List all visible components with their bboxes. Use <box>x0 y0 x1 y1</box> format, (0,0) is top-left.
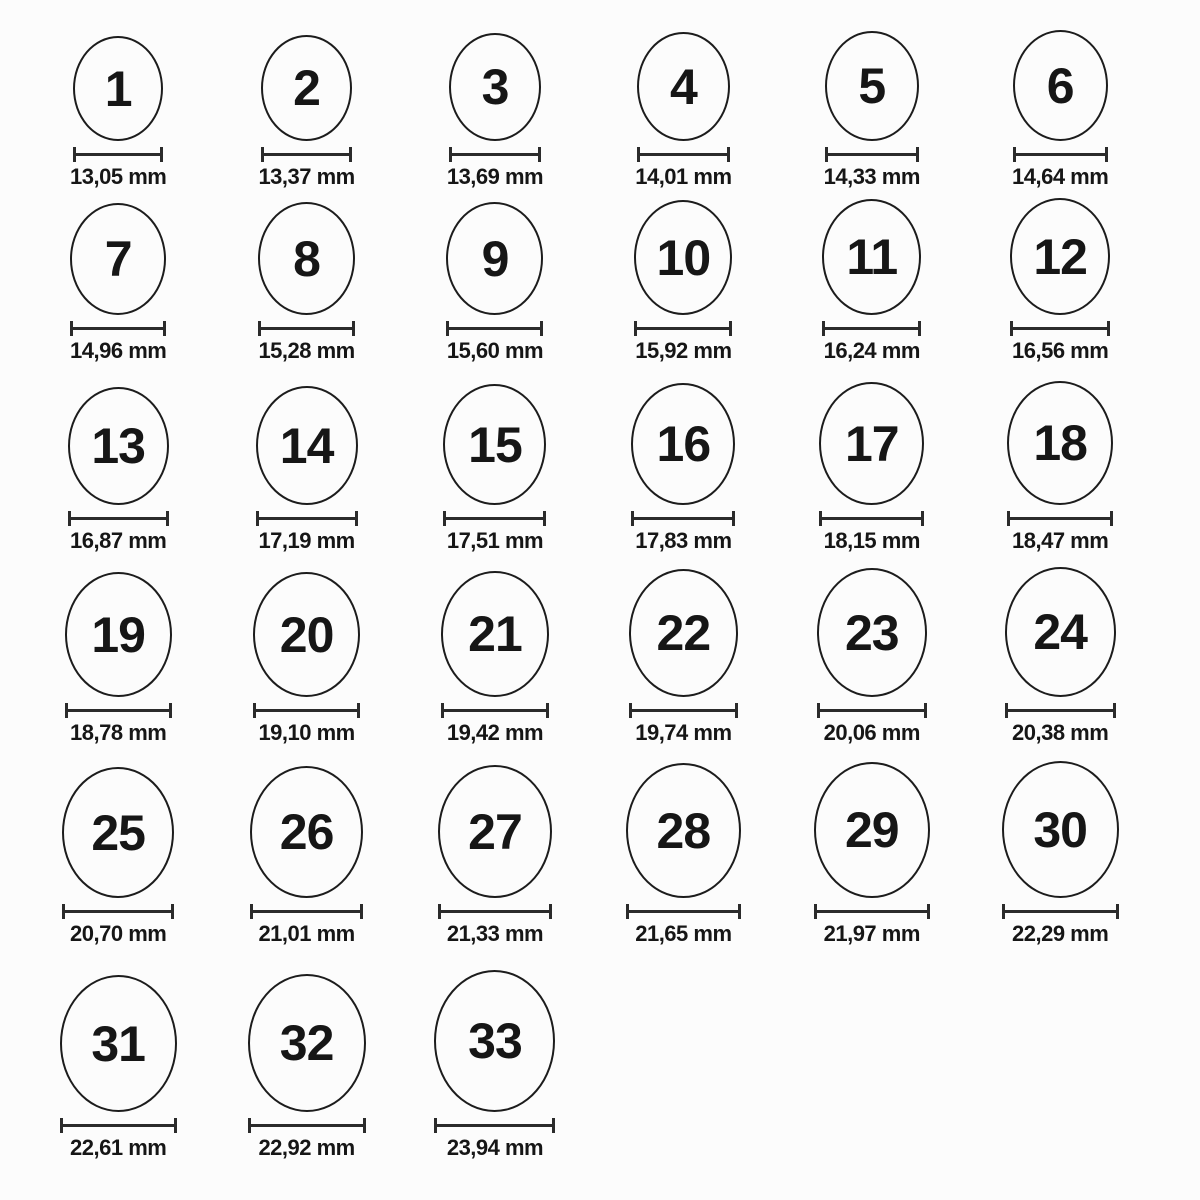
ring-size-number: 33 <box>468 1013 522 1069</box>
diameter-label: 17,51 mm <box>446 528 544 553</box>
measure-bar <box>822 517 921 520</box>
diameter-measure-line <box>634 321 732 336</box>
measure-tick-right <box>546 703 549 718</box>
measure-tick-right <box>160 147 163 162</box>
diameter-measure-line <box>446 321 543 336</box>
ring-circle <box>1002 761 1119 898</box>
ring-size-cell <box>778 568 966 746</box>
measure-bar <box>63 1124 174 1127</box>
diameter-label: 13,69 mm <box>446 164 544 189</box>
diameter-label: 22,61 mm <box>70 1135 167 1160</box>
ring-size-cell <box>401 202 589 364</box>
diameter-measure-line <box>261 147 352 162</box>
measure-tick-right <box>916 147 919 162</box>
chart-row <box>24 554 1200 746</box>
ring-size-cell <box>212 974 400 1161</box>
ring-circle <box>258 202 355 315</box>
diameter-label: 21,65 mm <box>635 921 732 946</box>
ring-size-number: 19 <box>91 606 145 663</box>
diameter-measure-line <box>1010 321 1110 336</box>
ring-size-number: 6 <box>1046 57 1074 114</box>
ring-size-cell <box>401 384 589 554</box>
ring-circle <box>441 571 549 697</box>
diameter-label: 17,83 mm <box>635 528 732 553</box>
ring-size-cell <box>24 767 212 947</box>
diameter-label: 16,87 mm <box>70 528 167 553</box>
measure-tick-right <box>171 904 174 919</box>
ring-circle <box>62 767 174 898</box>
diameter-measure-line <box>631 511 735 526</box>
diameter-measure-line <box>62 904 174 919</box>
diameter-measure-line <box>250 904 363 919</box>
diameter-measure-line <box>258 321 355 336</box>
ring-size-number: 11 <box>846 229 898 285</box>
measure-bar <box>1008 709 1113 712</box>
measure-bar <box>1013 327 1107 330</box>
measure-tick-right <box>921 511 924 526</box>
ring-size-cell <box>401 571 589 746</box>
diameter-label: 19,74 mm <box>635 720 732 745</box>
measure-bar <box>828 153 916 156</box>
ring-size-number: 3 <box>481 59 509 115</box>
ring-size-number: 26 <box>279 804 334 860</box>
ring-size-number: 4 <box>669 58 697 115</box>
measure-tick-right <box>169 703 172 718</box>
diameter-label: 14,64 mm <box>1012 164 1109 189</box>
measure-bar <box>1010 517 1110 520</box>
measure-bar <box>253 910 360 913</box>
measure-tick-right <box>1116 904 1119 919</box>
ring-size-cell <box>24 572 212 746</box>
diameter-measure-line <box>449 147 541 162</box>
ring-size-cell <box>589 763 777 947</box>
diameter-label: 15,28 mm <box>258 338 355 363</box>
measure-tick-right <box>735 703 738 718</box>
measure-bar <box>634 517 732 520</box>
ring-size-cell <box>24 975 212 1161</box>
ring-circle <box>634 200 732 315</box>
diameter-measure-line <box>256 511 358 526</box>
ring-size-cell <box>212 386 400 554</box>
diameter-label: 21,01 mm <box>258 921 355 946</box>
measure-tick-right <box>732 511 735 526</box>
measure-tick-right <box>549 904 552 919</box>
ring-circle <box>825 31 919 141</box>
measure-bar <box>446 517 543 520</box>
measure-tick-right <box>357 703 360 718</box>
ring-circle <box>1013 30 1108 141</box>
measure-bar <box>264 153 349 156</box>
ring-circle <box>434 970 555 1112</box>
ring-circle <box>1005 567 1116 697</box>
diameter-label: 22,29 mm <box>1012 921 1109 946</box>
measure-tick-right <box>174 1118 177 1133</box>
measure-bar <box>251 1124 363 1127</box>
ring-size-number: 12 <box>1033 228 1087 285</box>
diameter-measure-line <box>253 703 360 718</box>
ring-size-number: 22 <box>656 605 711 661</box>
ring-size-cell <box>966 30 1154 190</box>
measure-bar <box>73 327 163 330</box>
chart-row <box>24 364 1200 554</box>
diameter-label: 14,01 mm <box>635 164 732 189</box>
measure-tick-right <box>924 703 927 718</box>
ring-circle <box>70 203 166 315</box>
ring-size-cell <box>401 33 589 190</box>
diameter-label: 14,33 mm <box>823 164 920 189</box>
measure-tick-right <box>352 321 355 336</box>
ring-circle <box>256 386 358 505</box>
measure-tick-right <box>1110 511 1113 526</box>
ring-size-cell <box>778 31 966 190</box>
measure-tick-right <box>1105 147 1108 162</box>
measure-bar <box>632 709 735 712</box>
diameter-measure-line <box>443 511 546 526</box>
ring-size-number: 2 <box>293 60 320 116</box>
diameter-measure-line <box>70 321 166 336</box>
diameter-label: 22,92 mm <box>258 1135 355 1160</box>
ring-size-number: 30 <box>1033 801 1087 858</box>
ring-circle <box>253 572 360 697</box>
diameter-label: 20,70 mm <box>70 921 167 946</box>
measure-tick-right <box>727 147 730 162</box>
ring-size-cell <box>212 35 400 190</box>
diameter-label: 21,97 mm <box>823 921 920 946</box>
measure-tick-right <box>1107 321 1110 336</box>
ring-size-number: 17 <box>844 415 899 472</box>
chart-row <box>24 746 1200 947</box>
diameter-measure-line <box>814 904 930 919</box>
measure-tick-right <box>355 511 358 526</box>
measure-bar <box>71 517 166 520</box>
measure-bar <box>640 153 727 156</box>
ring-size-cell <box>212 766 400 947</box>
diameter-label: 13,05 mm <box>70 164 167 189</box>
ring-circle <box>68 387 169 505</box>
diameter-measure-line <box>438 904 552 919</box>
diameter-label: 19,42 mm <box>446 720 544 745</box>
diameter-label: 13,37 mm <box>258 164 355 189</box>
measure-bar <box>65 910 171 913</box>
ring-circle <box>261 35 352 141</box>
measure-bar <box>449 327 540 330</box>
ring-size-cell <box>24 387 212 554</box>
ring-size-number: 16 <box>656 416 711 472</box>
diameter-measure-line <box>1007 511 1113 526</box>
ring-circle <box>1010 198 1110 315</box>
measure-tick-right <box>729 321 732 336</box>
ring-size-cell <box>966 198 1154 364</box>
diameter-label: 21,33 mm <box>446 921 544 946</box>
diameter-measure-line <box>441 703 549 718</box>
chart-row <box>24 2 1200 190</box>
ring-size-number: 18 <box>1033 415 1087 471</box>
measure-tick-right <box>927 904 930 919</box>
ring-circle <box>637 32 730 141</box>
ring-size-cell <box>24 36 212 190</box>
ring-circle <box>73 36 163 141</box>
diameter-measure-line <box>73 147 163 162</box>
measure-bar <box>637 327 729 330</box>
diameter-measure-line <box>68 511 169 526</box>
ring-size-cell <box>778 199 966 364</box>
ring-size-number: 9 <box>481 230 509 287</box>
measure-tick-right <box>163 321 166 336</box>
measure-bar <box>820 709 924 712</box>
ring-size-number: 24 <box>1033 604 1087 660</box>
chart-row <box>24 947 1200 1161</box>
measure-bar <box>629 910 738 913</box>
measure-bar <box>1016 153 1105 156</box>
ring-size-number: 23 <box>844 604 899 661</box>
diameter-measure-line <box>626 904 741 919</box>
diameter-measure-line <box>60 1118 177 1133</box>
diameter-measure-line <box>248 1118 366 1133</box>
measure-tick-right <box>166 511 169 526</box>
ring-size-number: 15 <box>468 416 522 473</box>
ring-size-number: 27 <box>468 803 522 860</box>
ring-size-number: 21 <box>468 606 522 662</box>
measure-tick-right <box>540 321 543 336</box>
ring-size-cell <box>778 382 966 554</box>
ring-circle <box>631 383 735 505</box>
diameter-measure-line <box>1013 147 1108 162</box>
ring-circle <box>438 765 552 898</box>
ring-size-number: 10 <box>656 229 711 286</box>
measure-bar <box>1005 910 1116 913</box>
diameter-measure-line <box>65 703 172 718</box>
measure-tick-right <box>349 147 352 162</box>
diameter-label: 17,19 mm <box>258 528 355 553</box>
diameter-measure-line <box>819 511 924 526</box>
measure-bar <box>444 709 546 712</box>
ring-circle <box>1007 381 1113 505</box>
ring-circle <box>446 202 543 315</box>
diameter-label: 16,56 mm <box>1012 338 1109 363</box>
diameter-measure-line <box>817 703 927 718</box>
measure-tick-right <box>552 1118 555 1133</box>
ring-circle <box>817 568 927 697</box>
diameter-measure-line <box>822 321 921 336</box>
ring-circle <box>248 974 366 1112</box>
measure-tick-right <box>918 321 921 336</box>
ring-circle <box>814 762 930 898</box>
diameter-label: 15,92 mm <box>635 338 732 363</box>
diameter-label: 14,96 mm <box>70 338 167 363</box>
measure-tick-right <box>1113 703 1116 718</box>
measure-tick-right <box>360 904 363 919</box>
ring-size-number: 28 <box>656 802 711 859</box>
measure-bar <box>68 709 169 712</box>
ring-size-number: 5 <box>858 58 886 114</box>
measure-tick-right <box>543 511 546 526</box>
ring-size-cell <box>212 572 400 746</box>
measure-tick-right <box>738 904 741 919</box>
measure-bar <box>817 910 927 913</box>
ring-size-cell <box>966 381 1154 554</box>
ring-circle <box>626 763 741 898</box>
measure-tick-right <box>538 147 541 162</box>
measure-bar <box>256 709 357 712</box>
ring-size-cell <box>778 762 966 947</box>
diameter-label: 18,15 mm <box>823 528 920 553</box>
ring-circle <box>822 199 921 315</box>
diameter-label: 19,10 mm <box>258 720 355 745</box>
ring-size-number: 1 <box>104 60 132 117</box>
measure-bar <box>76 153 160 156</box>
ring-size-cell <box>589 383 777 554</box>
ring-circle <box>65 572 172 697</box>
ring-size-cell <box>24 203 212 364</box>
ring-circle <box>250 766 363 898</box>
diameter-label: 20,38 mm <box>1012 720 1109 745</box>
diameter-measure-line <box>637 147 730 162</box>
diameter-measure-line <box>434 1118 555 1133</box>
ring-size-number: 31 <box>91 1015 145 1072</box>
measure-bar <box>259 517 355 520</box>
ring-size-number: 13 <box>91 418 145 474</box>
chart-row <box>24 190 1200 364</box>
ring-size-cell <box>589 32 777 190</box>
ring-circle <box>443 384 546 505</box>
ring-size-cell <box>212 202 400 364</box>
ring-size-cell <box>589 200 777 364</box>
ring-circle <box>449 33 541 141</box>
ring-size-number: 29 <box>844 802 899 858</box>
ring-size-number: 25 <box>91 804 145 861</box>
ring-size-number: 7 <box>104 231 132 287</box>
ring-size-number: 14 <box>279 417 334 474</box>
diameter-measure-line <box>1005 703 1116 718</box>
measure-bar <box>825 327 918 330</box>
ring-size-cell <box>966 761 1154 947</box>
diameter-label: 20,06 mm <box>823 720 920 745</box>
diameter-measure-line <box>629 703 738 718</box>
ring-size-cell <box>966 567 1154 746</box>
measure-bar <box>452 153 538 156</box>
diameter-label: 16,24 mm <box>823 338 920 363</box>
measure-bar <box>437 1124 552 1127</box>
diameter-label: 23,94 mm <box>446 1135 544 1160</box>
ring-size-number: 8 <box>293 230 320 287</box>
measure-tick-right <box>363 1118 366 1133</box>
ring-size-cell <box>401 765 589 947</box>
diameter-measure-line <box>1002 904 1119 919</box>
diameter-label: 18,47 mm <box>1012 528 1109 553</box>
ring-size-number: 20 <box>279 606 334 663</box>
diameter-measure-line <box>825 147 919 162</box>
ring-size-number: 32 <box>279 1015 334 1071</box>
ring-circle <box>60 975 177 1112</box>
measure-bar <box>441 910 549 913</box>
diameter-label: 18,78 mm <box>70 720 167 745</box>
ring-circle <box>629 569 738 697</box>
diameter-label: 15,60 mm <box>446 338 544 363</box>
ring-size-cell <box>589 569 777 746</box>
ring-circle <box>819 382 924 505</box>
measure-bar <box>261 327 352 330</box>
ring-size-cell <box>401 970 589 1161</box>
